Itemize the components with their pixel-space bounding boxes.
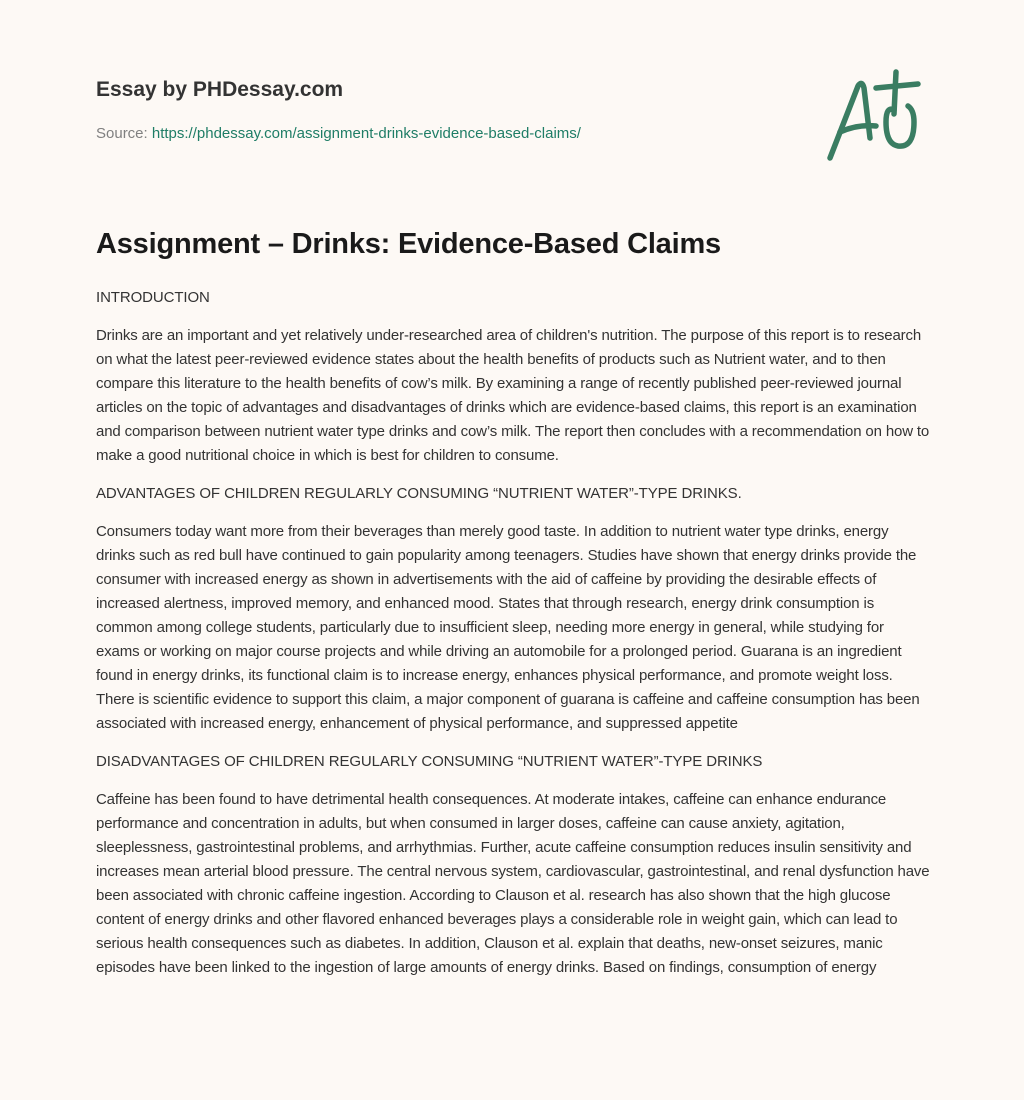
source-line (96, 124, 796, 144)
a-plus-grade-icon (818, 66, 930, 166)
source-link[interactable]: https://phdessay.com/assignment-drinks-evidence-based-claims/ (151, 125, 581, 142)
article-title: Assignment – Drinks: Evidence-Based Claims (96, 228, 721, 260)
section-heading-disadvantages: DISADVANTAGES OF CHILDREN REGULARLY CONSUMING “NUTRIENT WATER”-TYPE DRINKS (96, 753, 763, 770)
article (96, 224, 931, 994)
section-body-advantages: Consumers today want more from their beverages than merely good taste. In addition to nutrient water type drinks, energy drinks such as red bull have continued to gain popularity among teenagers. Studies have shown that energy drinks provide the consumer with increased energy as shown in advertisements with the aid of caffeine by providing the desirable effects of increased alertness, improved memory, and enhanced mood. States that through research, energy drink consumption is common among college students, particularly due to insufficient sleep, needing more energy in general, while studying for exams or working on major course projects and while driving an automobile for a prolonged period. Guarana is an ingredient found in energy drinks, its functional claim is to increase energy, enhances physical performance, and promote weight loss. There is scientific evidence to support this claim, a major component of guarana is caffeine and caffeine consumption has been associated with increased energy, enhancement of physical performance, and suppressed appetite (96, 523, 920, 732)
site-brand: Essay by PHDessay.com (96, 78, 344, 101)
section-heading-introduction: INTRODUCTION (96, 289, 210, 306)
section-body-disadvantages: Caffeine has been found to have detrimental health consequences. At moderate intakes, caffeine can enhance endurance performance and concentration in adults, but when consumed in larger doses, caffeine can cause anxiety, agitation, sleeplessness, gastrointestinal problems, and arrhythmias. Further, acute caffeine consumption reduces insulin sensitivity and increases mean arterial blood pressure. The central nervous system, cardiovascular, gastrointestinal, and renal dysfunction have been associated with chronic caffeine ingestion. According to Clauson et al. research has also shown that the high glucose content of energy drinks and other flavored enhanced beverages plays a considerable role in weight gain, which can lead to serious health consequences such as diabetes. In addition, Clauson et al. explain that deaths, new-onset seizures, manic episodes have been linked to the ingestion of large amounts of energy drinks. Based on findings, consumption of energy (96, 791, 930, 976)
section-heading-advantages: ADVANTAGES OF CHILDREN REGULARLY CONSUMING “NUTRIENT WATER”-TYPE DRINKS. (96, 485, 742, 502)
site-header (96, 76, 796, 144)
section-body-introduction: Drinks are an important and yet relatively under-researched area of children's nutrition. The purpose of this report is to research on what the latest peer-reviewed evidence states about the health benefits of products such as Nutrient water, and to then compare this literature to the health benefits of cow’s milk. By examining a range of recently published peer-reviewed journal articles on the topic of advantages and disadvantages of drinks which are evidence-based claims, this report is an examination and comparison between nutrient water type drinks and cow’s milk. The report then concludes with a recommendation on how to make a good nutritional choice in which is best for children to consume. (96, 327, 930, 464)
source-label: Source: (96, 125, 152, 142)
